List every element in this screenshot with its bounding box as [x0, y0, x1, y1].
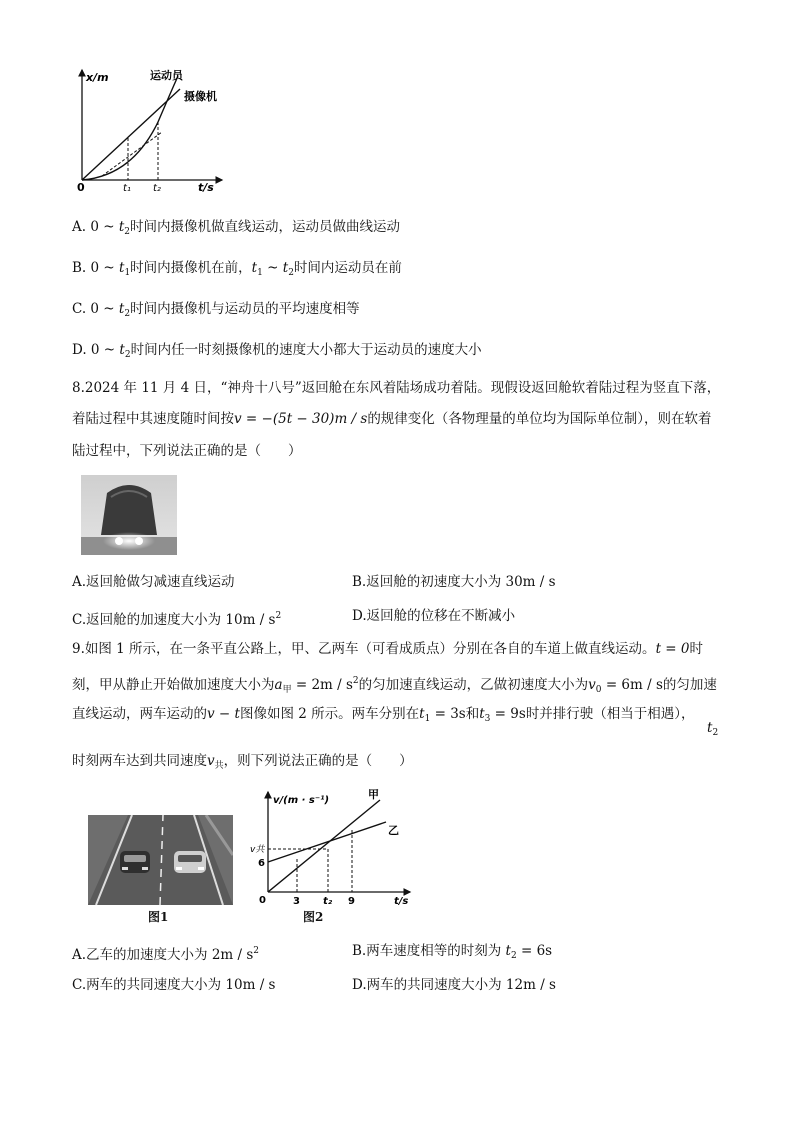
vcommon-tick: v共 [250, 845, 265, 855]
vt-graph [250, 786, 420, 912]
q7-option-a: A. 0 ~ $t_2$时间内摄像机做直线运动，运动员做曲线运动 [72, 219, 400, 237]
t1-tick: t₁ [123, 183, 131, 194]
athlete-label: 运动员 [150, 69, 183, 82]
q8-stem-line3: 陆过程中，下列说法正确的是（ ） [72, 443, 302, 459]
jia-label: 甲 [368, 788, 379, 801]
nine-tick: 9 [348, 896, 355, 907]
xt-graph [72, 64, 232, 196]
q9-option-a: A.乙车的加速度大小为 $2m / s^2$ [72, 946, 260, 963]
q7-option-c: C. 0 ~ $t_2$时间内摄像机与运动员的平均速度相等 [72, 301, 360, 319]
q9-stem-line1: 9.如图 1 所示，在一条平直公路上，甲、乙两车（可看成质点）分别在各自的车道上做直线运动。t = 0时 [72, 641, 703, 657]
fig1-caption: 图1 [148, 910, 169, 924]
q8-stem-line1: 8.2024 年 11 月 4 日，“神舟十八号”返回舱在东风着陆场成功着陆。现假设返回舱软着陆过程为竖直下落， [72, 380, 721, 396]
q7-option-b: B. 0 ~ $t_1$时间内摄像机在前，$t_1$ ~ $t_2$时间内运动员在前 [72, 260, 402, 278]
q8-option-d: D.返回舱的位移在不断减小 [352, 608, 516, 624]
athlete-curve [82, 76, 178, 180]
x-axis-label: t/s [198, 181, 214, 194]
camera-line [82, 89, 180, 180]
q9-stem-line4: 时刻两车达到共同速度$v_共$，则下列说法正确的是（ ） [72, 753, 413, 771]
t2-tick: t₂ [323, 896, 333, 907]
six-tick: 6 [258, 858, 265, 869]
q9-stem-line2: 刻，甲从静止开始做加速度大小为$a_甲 = 2m / s^2$的匀加速直线运动，乙做初速度大小为$v_0 = 6m / s$的匀加速 [72, 676, 717, 695]
camera-label: 摄像机 [184, 90, 217, 103]
y-axis-label: v/(m · s⁻¹) [273, 795, 330, 806]
jia-line [268, 800, 380, 892]
q9-stem-t2: $t_2$ [707, 720, 719, 738]
q8-stem-line2: 着陆过程中其速度随时间按v = −(5t − 30)m / s的规律变化（各物理量的单位均为国际单位制），则在软着 [72, 411, 712, 427]
q7-option-d: D. 0 ~ $t_2$时间内任一时刻摄像机的速度大小都大于运动员的速度大小 [72, 342, 482, 360]
q8-formula: v = −(5t − 30)m / s [234, 411, 368, 427]
x-axis-label: t/s [394, 896, 409, 907]
q9-stem-line3: 直线运动，两车运动的v − t图像如图 2 所示。两车分别在$t_1 = 3s$和$t_3 = 9s$时并排行驶（相当于相遇）， [72, 706, 695, 724]
q9-option-c: C.两车的共同速度大小为 10m / s [72, 977, 276, 993]
q9-option-b: B.两车速度相等的时刻为 $t_2 = 6s$ [352, 943, 553, 961]
road-photo [88, 815, 233, 905]
q8-option-a: A.返回舱做匀减速直线运动 [72, 574, 235, 590]
q8-option-b: B.返回舱的初速度大小为 30m / s [352, 574, 556, 590]
three-tick: 3 [293, 896, 300, 907]
yi-label: 乙 [388, 824, 399, 837]
t2-tick: t₂ [153, 183, 161, 194]
q9-option-d: D.两车的共同速度大小为 12m / s [352, 977, 556, 993]
fig2-caption: 图2 [303, 910, 324, 924]
q8-option-c: C.返回舱的加速度大小为 $10m / s^2$ [72, 611, 282, 628]
yi-line [268, 822, 386, 862]
y-axis-label: x/m [86, 71, 109, 84]
origin-label: 0 [259, 895, 266, 906]
origin-label: 0 [77, 181, 85, 194]
capsule-photo [81, 475, 177, 555]
